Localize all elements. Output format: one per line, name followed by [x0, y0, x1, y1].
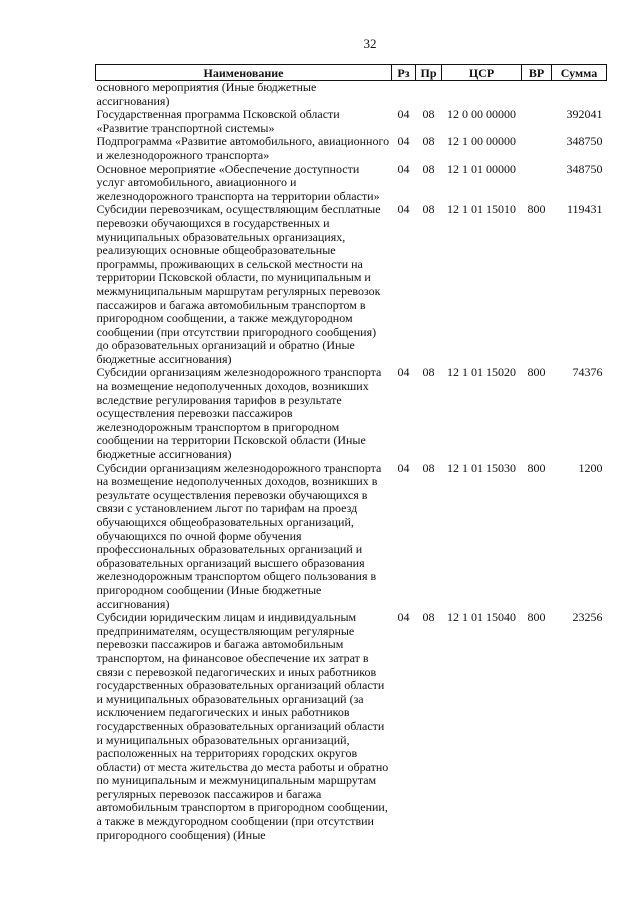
row-csr: 12 1 01 15010: [447, 202, 516, 217]
row-pr: 08: [422, 107, 435, 122]
row-vr: 800: [527, 202, 546, 217]
row-pr: 08: [422, 610, 435, 625]
budget-table: [95, 64, 607, 842]
row-sum: 74376: [572, 365, 603, 380]
row-pr: 08: [422, 161, 435, 176]
row-csr: [442, 81, 522, 109]
row-pr: 08: [422, 460, 435, 475]
page-number: 32: [363, 36, 377, 51]
row-name: основного мероприятия (Иные бюджетные ассигнования): [96, 80, 317, 108]
table-header-row: [96, 65, 607, 81]
row-csr: 12 0 00 00000: [447, 107, 516, 122]
row-csr: 12 1 00 00000: [447, 134, 516, 149]
header-name: Наименование: [96, 65, 392, 81]
row-csr: 12 1 01 15030: [447, 460, 516, 475]
row-csr: 12 1 01 00000: [447, 161, 516, 176]
table-row: [96, 611, 607, 842]
header-pr: Пр: [416, 65, 442, 81]
table-row: [96, 366, 607, 461]
row-pr: 08: [422, 202, 435, 217]
table-row: [96, 108, 607, 135]
table-row: [96, 462, 607, 612]
row-name: Субсидии перевозчикам, осуществляющим бесплатные перевозки обучающихся в государственных и муниципальных образовательных организациях, реализующих основные общеобразовательные программы, проживающих в сельской местности на территории Псковской области, по муниципальным и межмуниципальным маршрутам регулярных перевозок пассажиров и багажа автомобильным транспортом в пригородном сообщении, а также междугородном сообщении (при отсутствии пригородного сообщения) до образовательных организаций и обратно (Иные бюджетные ассигнования): [96, 202, 381, 366]
row-vr: 800: [527, 460, 546, 475]
row-csr: 12 1 01 15040: [447, 610, 516, 625]
row-rz: 04: [397, 134, 410, 149]
row-sum: 1200: [578, 460, 603, 475]
row-sum: 348750: [566, 134, 603, 149]
row-vr: [522, 135, 552, 162]
table-row: [96, 203, 607, 366]
row-rz: [392, 81, 416, 109]
header-sum: Сумма: [552, 65, 607, 81]
row-sum: 392041: [566, 107, 603, 122]
table-row: [96, 81, 607, 109]
row-rz: 04: [397, 460, 410, 475]
row-name: Государственная программа Псковской области «Развитие транспортной системы»: [96, 107, 340, 135]
row-name: Основное мероприятие «Обеспечение доступности услуг автомобильного, авиационного и железнодорожного транспорта на территории области»: [96, 161, 380, 203]
row-name: Субсидии организациям железнодорожного транспорта на возмещение недополученных доходов, возникших в результате осуществления перевозки обучающихся в связи с установлением льгот по тарифам на проезд обучающихся общеобразовательных организаций, обучающихся по очной форме обучения профессиональных образовательных организаций и образовательных организаций высшего образования железнодорожным транспортом общего пользования в пригородном сообщении (Иные бюджетные ассигнования): [96, 460, 382, 611]
row-rz: 04: [397, 161, 410, 176]
row-rz: 04: [397, 107, 410, 122]
row-sum: 348750: [566, 161, 603, 176]
header-csr: ЦСР: [442, 65, 522, 81]
row-sum: 23256: [572, 610, 603, 625]
row-name: Субсидии организациям железнодорожного транспорта на возмещение недополученных доходов, возникших вследствие регулирования тарифов в результате осуществления перевозки пассажиров железнодорожным транспортом в пригородном сообщении на территории Псковской области (Иные бюджетные ассигнования): [96, 365, 382, 462]
row-csr: 12 1 01 15020: [447, 365, 516, 380]
row-sum: 119431: [566, 202, 603, 217]
row-vr: 800: [527, 610, 546, 625]
row-vr: [522, 163, 552, 204]
header-rz: Рз: [392, 65, 416, 81]
table-row: [96, 163, 607, 204]
row-pr: [416, 81, 442, 109]
row-vr: [522, 81, 552, 109]
row-name: Подпрограмма «Развитие автомобильного, авиационного и железнодорожного транспорта»: [96, 134, 390, 162]
row-vr: 800: [527, 365, 546, 380]
row-vr: [522, 108, 552, 135]
row-name: Субсидии юридическим лицам и индивидуальным предпринимателям, осуществляющим регулярные перевозки пассажиров и багажа автомобильным транспортом, на финансовое обеспечение их затрат в связи с перевозкой педагогических и иных работников государственных образовательных организаций области и муниципальных образовательных организаций (за исключением педагогических и иных работников государственных образовательных организаций области и муниципальных образовательных организаций, расположенных на территориях городских округов области) от места жительства до места работы и обратно по муниципальным и межмуниципальным маршрутам регулярных перевозок пассажиров и багажа автомобильным транспортом в пригородном сообщении, а также в междугородном сообщении (при отсутствии пригородного сообщения) (Иные: [96, 610, 389, 842]
row-rz: 04: [397, 202, 410, 217]
row-pr: 08: [422, 365, 435, 380]
table-row: [96, 135, 607, 162]
row-rz: 04: [397, 365, 410, 380]
row-pr: 08: [422, 134, 435, 149]
row-sum: [552, 81, 607, 109]
row-rz: 04: [397, 610, 410, 625]
header-vr: ВР: [522, 65, 552, 81]
